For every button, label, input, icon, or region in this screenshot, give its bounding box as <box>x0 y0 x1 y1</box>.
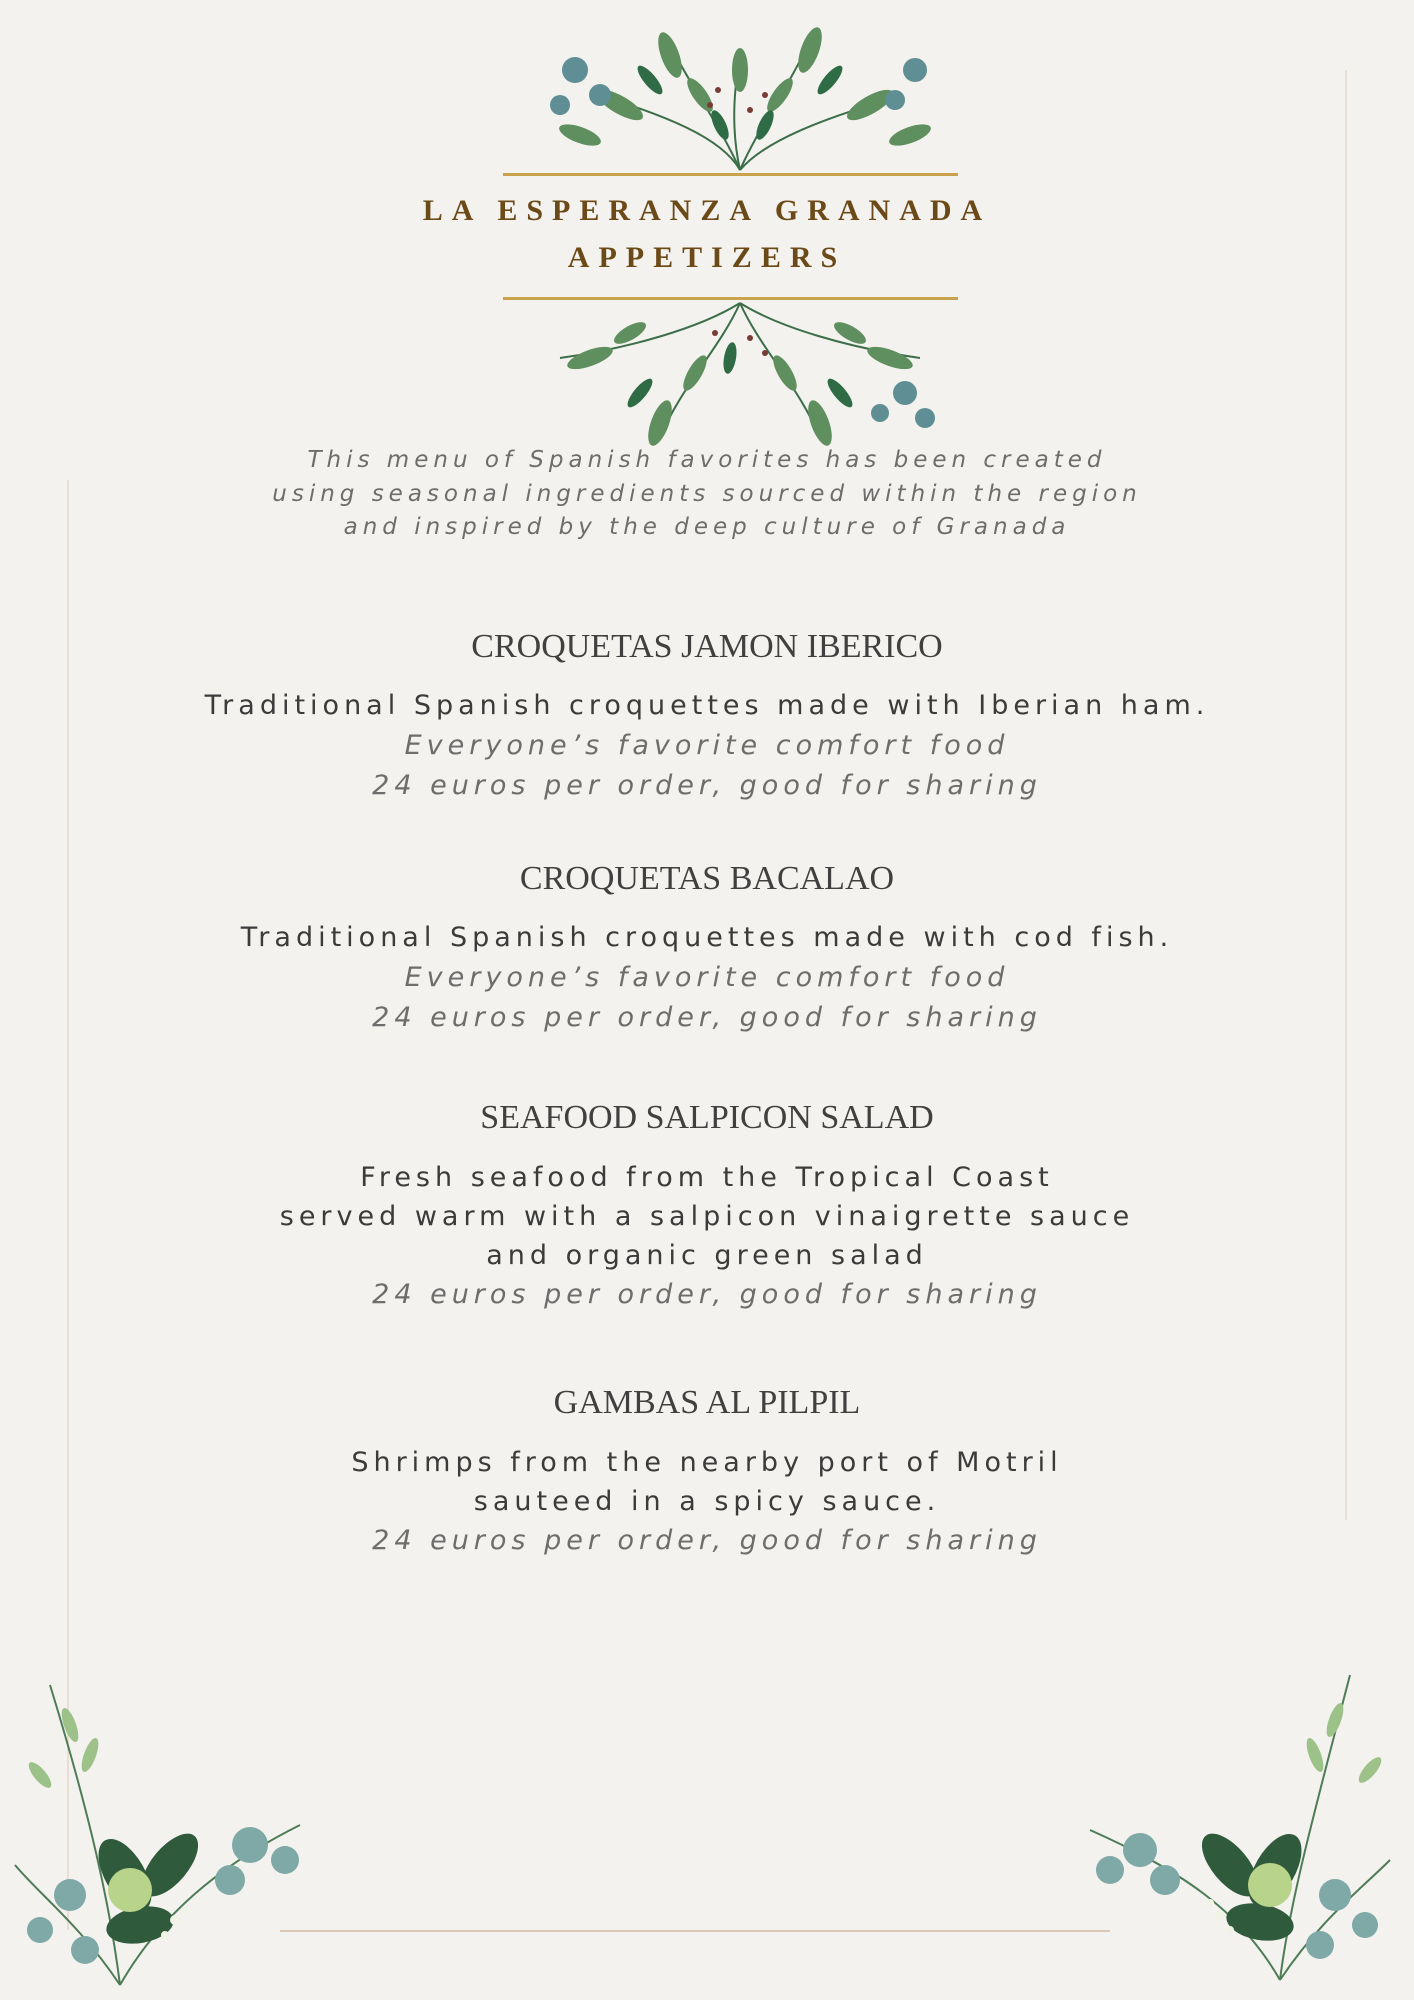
item-description: Traditional Spanish croquettes made with cod fish. <box>240 922 1174 953</box>
item-tagline: Everyone’s favorite comfort food <box>404 962 1010 993</box>
item-price: 24 euros per order, good for sharing <box>372 1525 1042 1556</box>
menu-section-title: APPETIZERS <box>567 241 847 274</box>
item-description: and organic green salad <box>486 1240 928 1271</box>
item-title: CROQUETAS JAMON IBERICO <box>471 628 943 665</box>
intro-line-3: and inspired by the deep culture of Granada <box>343 514 1071 540</box>
item-description: Fresh seafood from the Tropical Coast <box>360 1162 1054 1193</box>
restaurant-name: LA ESPERANZA GRANADA <box>422 194 992 227</box>
foliage-bottom-left-decoration <box>10 1665 320 1995</box>
intro-line-2: using seasonal ingredients sourced within the region <box>272 481 1142 507</box>
foliage-top-decoration <box>520 25 960 175</box>
item-description: sauteed in a spicy sauce. <box>473 1486 941 1517</box>
gold-rule-top <box>503 173 958 176</box>
item-price: 24 euros per order, good for sharing <box>372 1002 1042 1033</box>
item-description: served warm with a salpicon vinaigrette sauce <box>279 1201 1135 1232</box>
item-title: SEAFOOD SALPICON SALAD <box>480 1099 934 1136</box>
item-price: 24 euros per order, good for sharing <box>372 770 1042 801</box>
item-description: Traditional Spanish croquettes made with Iberian ham. <box>204 690 1210 721</box>
foliage-under-title-decoration <box>520 298 960 448</box>
item-title: GAMBAS AL PILPIL <box>553 1384 861 1421</box>
item-price: 24 euros per order, good for sharing <box>372 1279 1042 1310</box>
intro-line-1: This menu of Spanish favorites has been created <box>307 447 1107 473</box>
item-description: Shrimps from the nearby port of Motril <box>351 1447 1063 1478</box>
item-tagline: Everyone’s favorite comfort food <box>404 730 1010 761</box>
frame-line-bottom <box>280 1930 1110 1932</box>
foliage-bottom-right-decoration <box>1080 1660 1400 1990</box>
item-title: CROQUETAS BACALAO <box>519 860 895 897</box>
